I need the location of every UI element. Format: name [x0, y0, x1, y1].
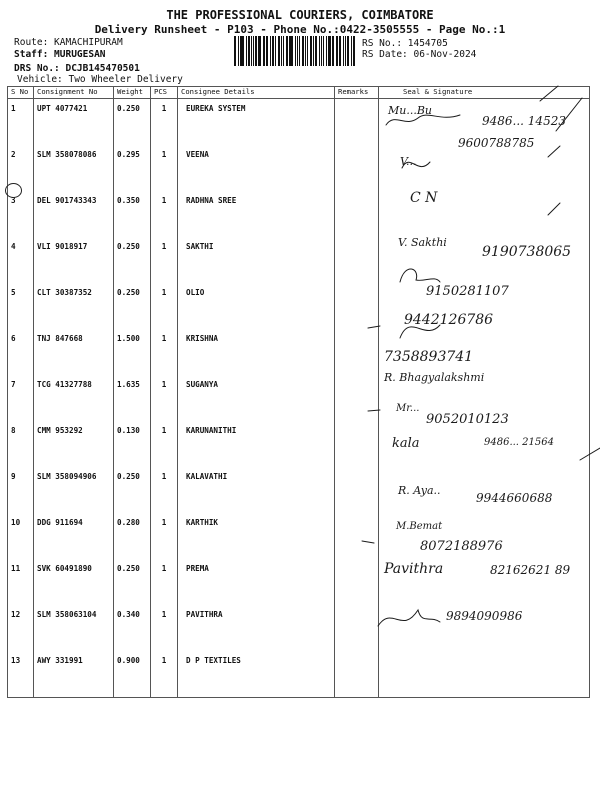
handwritten-sig-11: M.Bemat	[396, 521, 443, 532]
row-sno: 8	[8, 421, 34, 467]
row-weight: 1.635	[114, 375, 151, 421]
pen-stroke	[362, 541, 374, 543]
col-pcs: PCS	[151, 87, 178, 99]
row-sno: 7	[8, 375, 34, 421]
pen-stroke	[540, 86, 558, 101]
pen-stroke	[556, 98, 582, 131]
row-consignee: KALAVATHI	[178, 467, 335, 513]
handwritten-sig-2: V...	[400, 155, 417, 168]
row-consignment: CLT 30387352	[34, 283, 114, 329]
row-consignment: UPT 4077421	[34, 99, 114, 146]
row-pcs: 1	[151, 421, 178, 467]
row-consignee: PREMA	[178, 559, 335, 605]
pen-stroke	[580, 448, 600, 460]
row-consignment: TCG 41327788	[34, 375, 114, 421]
row-pcs: 1	[151, 99, 178, 146]
row-sno: 4	[8, 237, 34, 283]
handwritten-sig-10: R. Aya..	[398, 484, 441, 497]
company-title: THE PROFESSIONAL COURIERS, COIMBATORE	[166, 8, 434, 22]
row-pcs: 1	[151, 375, 178, 421]
col-consignment: Consignment No	[34, 87, 114, 99]
row-consignment: SLM 358078086	[34, 145, 114, 191]
row-consignee: SUGANYA	[178, 375, 335, 421]
staff-field: Staff: MURUGESAN	[14, 49, 106, 60]
row-weight: 0.295	[114, 145, 151, 191]
handwritten-phone-6: 9442126786	[404, 312, 494, 328]
route-field: Route: KAMACHIPURAM	[14, 37, 123, 48]
col-weight: Weight	[114, 87, 151, 99]
handwritten-phone-13: 9894090986	[446, 609, 523, 623]
col-consignee: Consignee Details	[178, 87, 335, 99]
handwritten-name-7: R. Bhagyalakshmi	[384, 371, 485, 384]
row-pcs: 1	[151, 191, 178, 237]
row-consignee: EUREKA SYSTEM	[178, 99, 335, 146]
row-consignee: KARUNANITHI	[178, 421, 335, 467]
rs-number: RS No.: 1454705	[362, 38, 448, 49]
runsheet-subtitle: Delivery Runsheet - P103 - Phone No.:0422-3505555 - Page No.:1	[94, 23, 506, 36]
signature-scribble	[400, 269, 440, 282]
handwritten-phone-4: 9190738065	[482, 244, 572, 260]
row-pcs: 1	[151, 329, 178, 375]
handwritten-phone-1: 9486... 14523	[482, 114, 566, 128]
handwritten-name-4: V. Sakthi	[398, 236, 447, 249]
handwritten-phone-9: 9486... 21564	[484, 437, 554, 448]
row-consignment: SVK 60491890	[34, 559, 114, 605]
row-sno: 13	[8, 651, 34, 698]
handwritten-phone-8: 9052010123	[426, 412, 509, 427]
row-weight: 0.250	[114, 467, 151, 513]
row-sno: 6	[8, 329, 34, 375]
row-sno: 3	[8, 191, 34, 237]
signature-scribble	[378, 610, 440, 626]
pen-stroke	[368, 326, 380, 328]
rs-date: RS Date: 06-Nov-2024	[362, 49, 477, 60]
row-weight: 0.900	[114, 651, 151, 698]
row-weight: 0.340	[114, 605, 151, 651]
signature-scribble	[400, 325, 440, 338]
row-weight: 0.130	[114, 421, 151, 467]
row-weight: 1.500	[114, 329, 151, 375]
row-pcs: 1	[151, 513, 178, 559]
handwritten-sig-8: Mr...	[396, 403, 420, 414]
pen-stroke	[548, 146, 560, 157]
handwritten-phone-12: 82162621 89	[490, 563, 571, 577]
row-sno: 10	[8, 513, 34, 559]
row-weight: 0.280	[114, 513, 151, 559]
handwritten-phone-7: 7358893741	[384, 349, 474, 365]
row-pcs: 1	[151, 651, 178, 698]
row-consignment: SLM 358094906	[34, 467, 114, 513]
col-remarks: Remarks	[335, 87, 379, 99]
row-consignee: D P TEXTILES	[178, 651, 335, 698]
handwritten-phone-2: 9600788785	[458, 136, 535, 150]
row-pcs: 1	[151, 237, 178, 283]
row-sno: 9	[8, 467, 34, 513]
row-consignee: RADHNA SREE	[178, 191, 335, 237]
row-sno: 5	[8, 283, 34, 329]
row-pcs: 1	[151, 605, 178, 651]
handwritten-name-9: kala	[392, 436, 420, 451]
row-weight: 0.250	[114, 559, 151, 605]
row-sno: 1	[8, 99, 34, 146]
row-pcs: 1	[151, 467, 178, 513]
row-pcs: 1	[151, 283, 178, 329]
row-consignee: PAVITHRA	[178, 605, 335, 651]
handwritten-name-12: Pavithra	[384, 561, 444, 577]
row-weight: 0.350	[114, 191, 151, 237]
row-consignment: TNJ 847668	[34, 329, 114, 375]
row-consignment: CMM 953292	[34, 421, 114, 467]
col-signature: Seal & Signature	[379, 87, 590, 99]
signature-scribble	[386, 115, 460, 125]
row-consignee: KARTHIK	[178, 513, 335, 559]
row-weight: 0.250	[114, 283, 151, 329]
row-pcs: 1	[151, 145, 178, 191]
row-consignee: VEENA	[178, 145, 335, 191]
signature-scribble	[402, 162, 430, 168]
row-weight: 0.250	[114, 237, 151, 283]
handwritten-phone-10: 9944660688	[476, 491, 553, 505]
row-consignee: OLIO	[178, 283, 335, 329]
handwritten-phone-5: 9150281107	[426, 284, 509, 299]
row-sno: 2	[8, 145, 34, 191]
row-consignee: KRISHNA	[178, 329, 335, 375]
row-consignment: AWY 331991	[34, 651, 114, 698]
pen-stroke	[548, 203, 560, 215]
drs-number: DRS No.: DCJB145470501	[14, 63, 140, 74]
pen-stroke	[368, 410, 380, 411]
row-weight: 0.250	[114, 99, 151, 146]
row-sno: 12	[8, 605, 34, 651]
handwritten-cn: C N	[410, 190, 438, 206]
row-consignment: SLM 358063104	[34, 605, 114, 651]
row-consignment: VLI 9018917	[34, 237, 114, 283]
vehicle-field: Vehicle: Two Wheeler Delivery	[17, 74, 183, 85]
row-consignment: DDG 911694	[34, 513, 114, 559]
col-sno: S No	[8, 87, 34, 99]
row-pcs: 1	[151, 559, 178, 605]
handwritten-phone-11: 8072188976	[420, 539, 503, 554]
row-sno: 11	[8, 559, 34, 605]
handwritten-sig-1: Mu...Bu	[388, 104, 433, 117]
row-consignee: SAKTHI	[178, 237, 335, 283]
row-consignment: DEL 901743343	[34, 191, 114, 237]
